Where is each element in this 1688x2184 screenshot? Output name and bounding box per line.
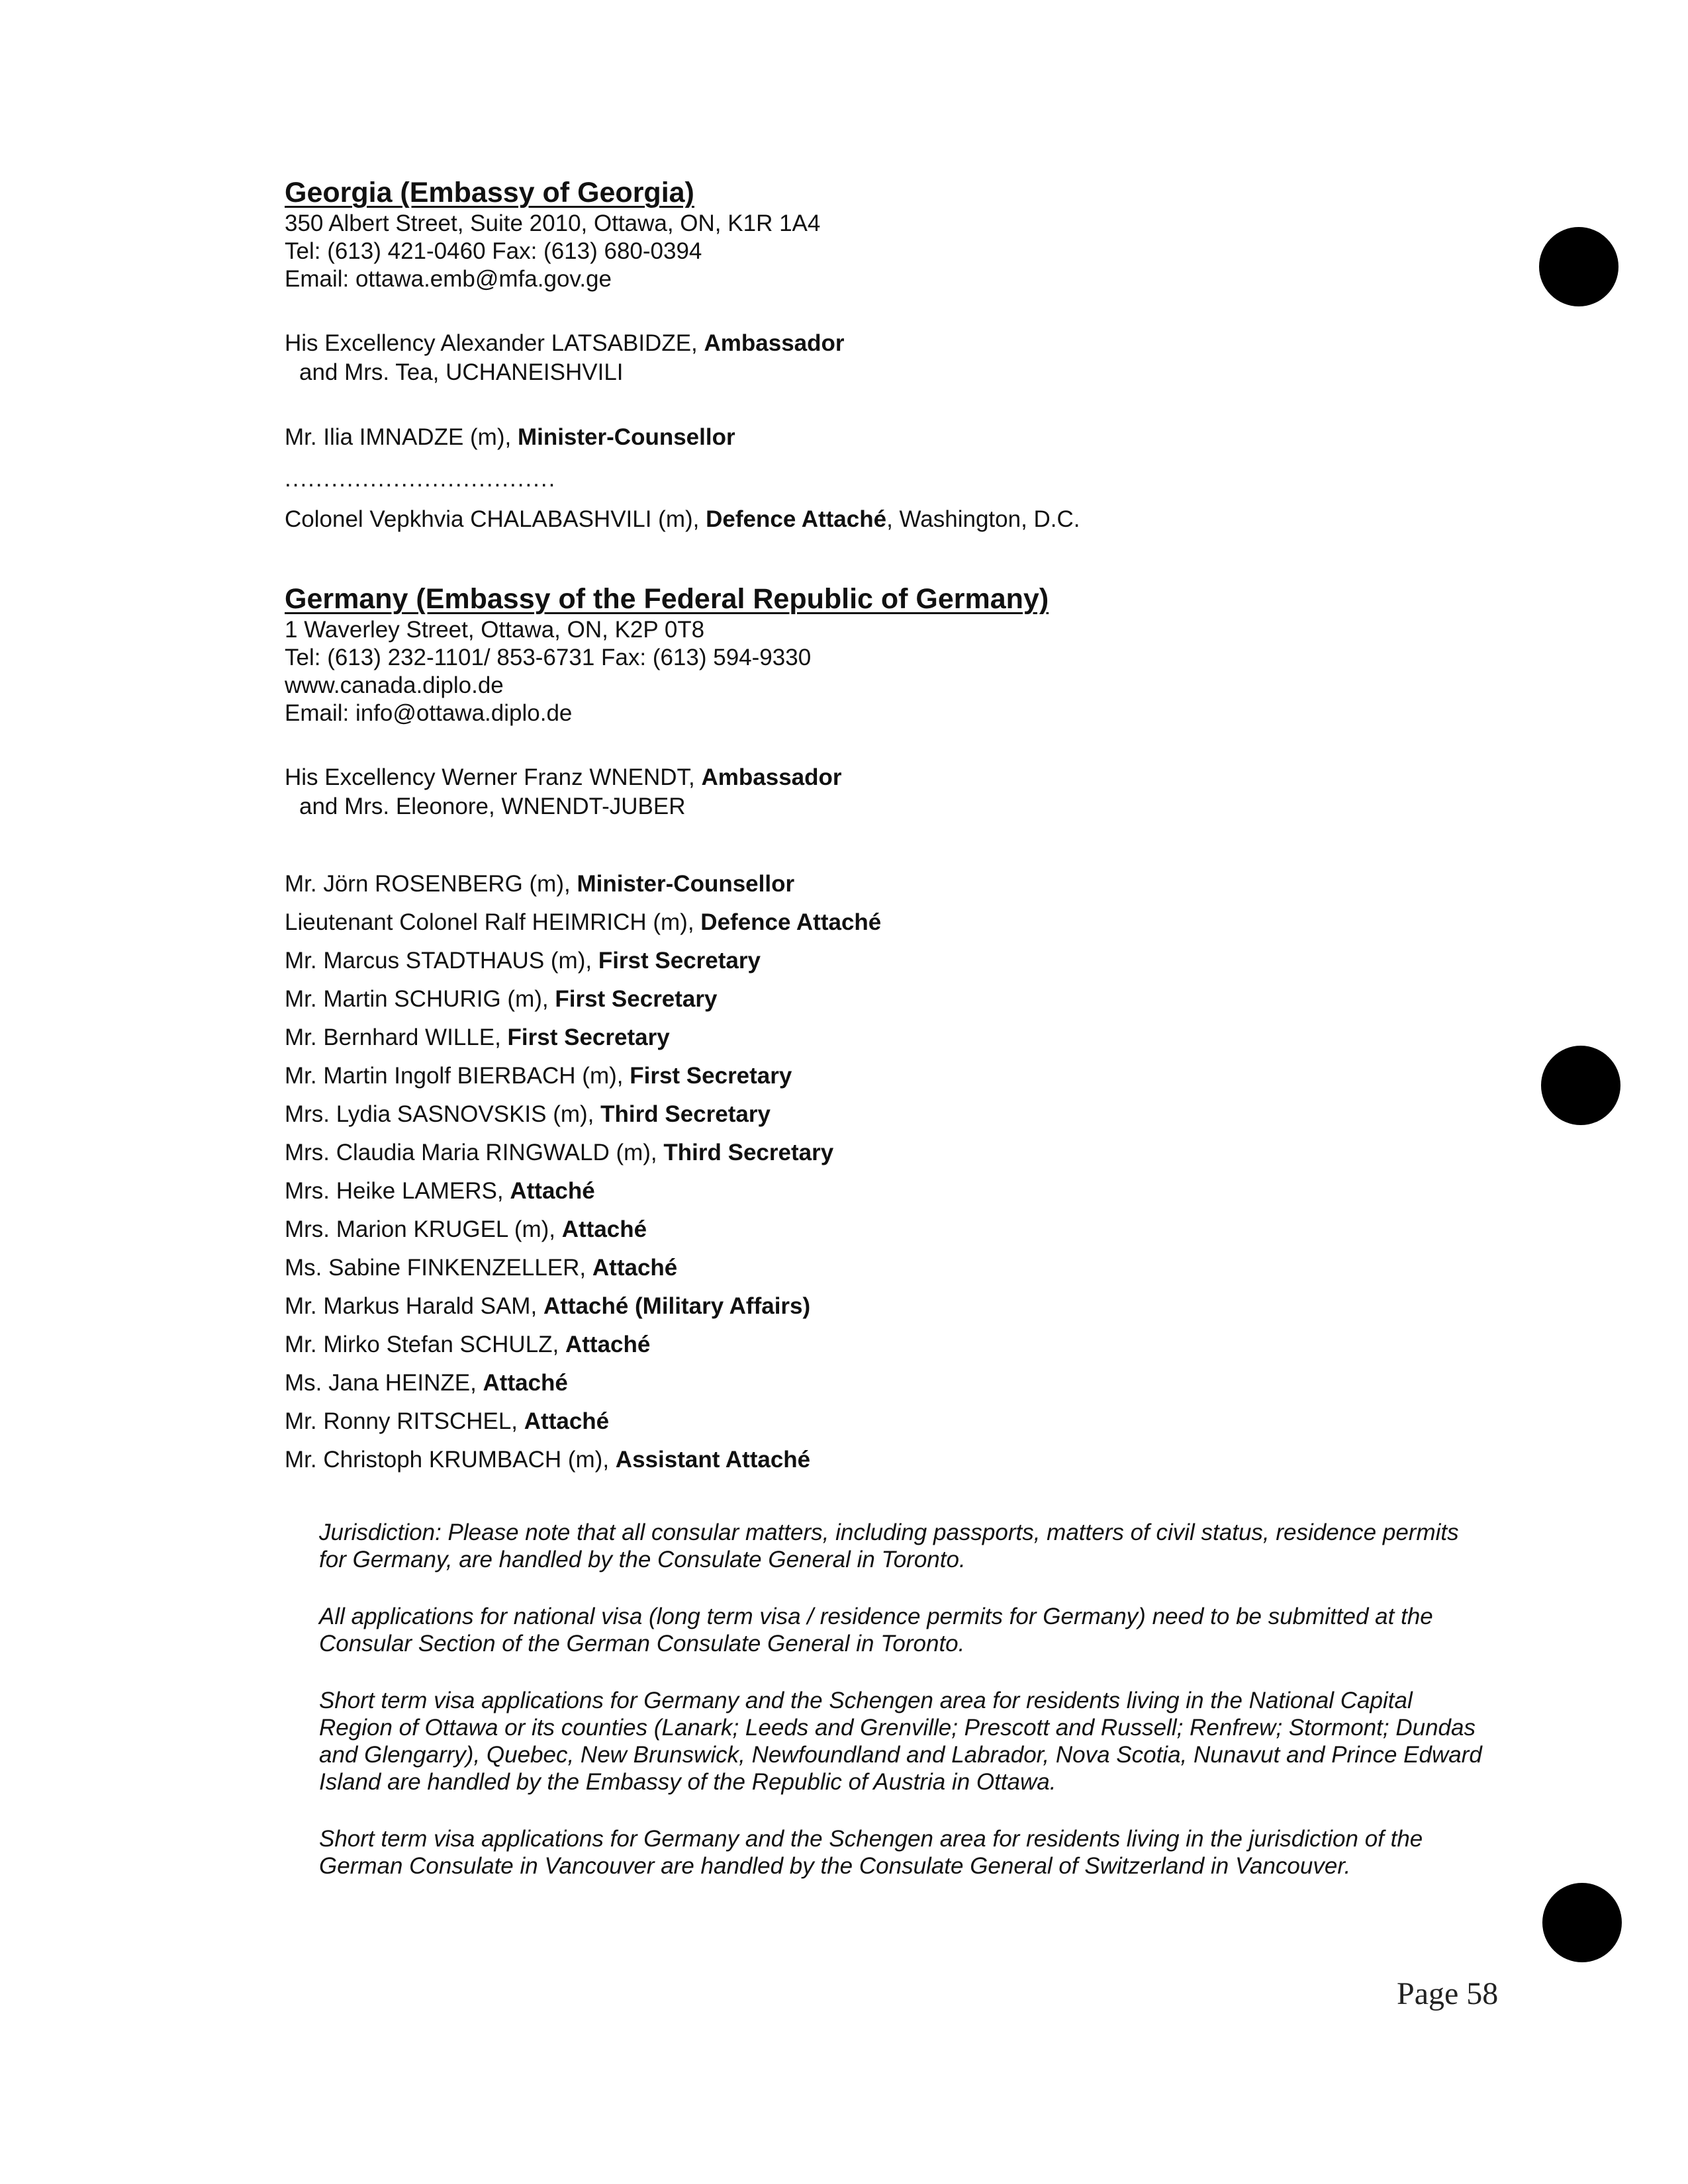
staff-name: Mr. Jörn ROSENBERG (m),: [285, 871, 571, 897]
staff-title: Assistant Attaché: [615, 1447, 811, 1473]
list-item: [285, 1134, 1529, 1172]
georgia-ambassador-spouse-name: and Mrs. Tea, UCHANEISHVILI: [299, 359, 624, 385]
georgia-phone: Tel: (613) 421-0460 Fax: (613) 680-0394: [285, 238, 702, 264]
staff-name: Mr. Ronny RITSCHEL,: [285, 1408, 518, 1434]
staff-name: Mr. Bernhard WILLE,: [285, 1024, 501, 1050]
punch-hole: [1541, 1046, 1620, 1125]
staff-name: Mrs. Heike LAMERS,: [285, 1178, 504, 1204]
jurisdiction-notes: [319, 1519, 1484, 1909]
staff-title: First Secretary: [598, 948, 761, 974]
staff-title: First Secretary: [507, 1024, 670, 1050]
staff-name: Lieutenant Colonel Ralf HEIMRICH (m),: [285, 909, 694, 935]
staff-name: Mrs. Claudia Maria RINGWALD (m),: [285, 1140, 657, 1165]
georgia-ambassador-name: His Excellency Alexander LATSABIDZE,: [285, 330, 698, 356]
separator-dots: ...................................: [285, 466, 557, 492]
note-jurisdiction: Jurisdiction: Please note that all consular matters, including passports, matters of civil status, residence permits for Germany, are handled by the Consulate General in Toronto.: [319, 1520, 1459, 1572]
list-item: [285, 980, 1529, 1019]
staff-title: Attaché: [565, 1332, 651, 1357]
list-item: [285, 1364, 1529, 1402]
list-item: [285, 1172, 1529, 1210]
list-item: [285, 865, 1529, 903]
staff-title: Attaché: [592, 1255, 678, 1281]
staff-name: Mr. Markus Harald SAM,: [285, 1293, 538, 1319]
list-item: [285, 1441, 1529, 1479]
page-number: Page 58: [1397, 1976, 1499, 2011]
punch-hole: [1542, 1883, 1622, 1962]
staff-name: Mr. Christoph KRUMBACH (m),: [285, 1447, 610, 1473]
list-item: [285, 1249, 1529, 1287]
georgia-ambassador: [285, 329, 1529, 358]
staff-title: Attaché (Military Affairs): [543, 1293, 811, 1319]
germany-address: 1 Waverley Street, Ottawa, ON, K2P 0T8: [285, 617, 705, 643]
staff-name: Ms. Sabine FINKENZELLER,: [285, 1255, 586, 1281]
staff-name: Mr. Martin Ingolf BIERBACH (m),: [285, 1063, 624, 1089]
germany-section: [285, 582, 1529, 1479]
georgia-heading: Georgia (Embassy of Georgia): [285, 177, 694, 208]
georgia-address: 350 Albert Street, Suite 2010, Ottawa, ON, K1R 1A4: [285, 210, 821, 236]
germany-ambassador-spouse-name: and Mrs. Eleonore, WNENDT-JUBER: [299, 794, 686, 819]
staff-name: Mr. Marcus STADTHAUS (m),: [285, 948, 592, 974]
staff-title: Attaché: [510, 1178, 595, 1204]
list-item: [285, 1210, 1529, 1249]
note-schengen-vancouver: Short term visa applications for Germany and the Schengen area for residents living in the jurisdiction of the German Consulate in Vancouver are handled by the Consulate General of Switzerland in Vancouver.: [319, 1826, 1423, 1879]
georgia-minister-title: Minister-Counsellor: [517, 424, 735, 450]
georgia-ambassador-spouse: [285, 358, 1529, 387]
germany-email: Email: info@ottawa.diplo.de: [285, 700, 573, 726]
staff-title: First Secretary: [630, 1063, 792, 1089]
germany-ambassador-spouse: [285, 792, 1529, 821]
germany-ambassador-title: Ambassador: [701, 764, 842, 790]
list-item: [285, 1287, 1529, 1326]
list-item: [285, 1095, 1529, 1134]
punch-hole: [1539, 227, 1618, 306]
georgia-attache-location: , Washington, D.C.: [886, 506, 1080, 532]
germany-website: www.canada.diplo.de: [285, 672, 504, 698]
note-schengen-ottawa: Short term visa applications for Germany and the Schengen area for residents living in the National Capital Region of Ottawa or its counties (Lanark; Leeds and Grenville; Prescott and Russell; Renfrew; Stormont; Dundas and Glengarry), Quebec, New Brunswick, Newfoundland and Labrador, Nova Scotia, Nunavut and Prince Edward Island are handled by the Embassy of the Republic of Austria in Ottawa.: [319, 1688, 1482, 1795]
staff-name: Mrs. Lydia SASNOVSKIS (m),: [285, 1101, 594, 1127]
staff-title: First Secretary: [555, 986, 718, 1012]
staff-title: Attaché: [561, 1216, 647, 1242]
note-national-visa: All applications for national visa (long term visa / residence permits for Germany) need to be submitted at the Consular Section of the German Consulate General in Toronto.: [319, 1604, 1433, 1657]
staff-title: Attaché: [483, 1370, 568, 1396]
embassy-listing: [285, 175, 1529, 1479]
list-item: [285, 903, 1529, 942]
georgia-minister-name: Mr. Ilia IMNADZE (m),: [285, 424, 512, 450]
staff-name: Mr. Mirko Stefan SCHULZ,: [285, 1332, 559, 1357]
georgia-minister: [285, 423, 1529, 452]
staff-title: Third Secretary: [600, 1101, 771, 1127]
list-item: [285, 1019, 1529, 1057]
list-item: [285, 1326, 1529, 1364]
georgia-defence-attache: [285, 505, 1529, 534]
staff-title: Defence Attaché: [700, 909, 882, 935]
staff-title: Minister-Counsellor: [577, 871, 795, 897]
georgia-attache-title: Defence Attaché: [706, 506, 887, 532]
germany-heading: Germany (Embassy of the Federal Republic of Germany): [285, 583, 1049, 615]
staff-title: Attaché: [524, 1408, 610, 1434]
list-item: [285, 1402, 1529, 1441]
germany-phone: Tel: (613) 232-1101/ 853-6731 Fax: (613) 594-9330: [285, 645, 812, 670]
germany-staff-list: [285, 865, 1529, 1479]
staff-name: Ms. Jana HEINZE,: [285, 1370, 477, 1396]
germany-ambassador: [285, 763, 1529, 792]
staff-title: Third Secretary: [663, 1140, 834, 1165]
georgia-email: Email: ottawa.emb@mfa.gov.ge: [285, 266, 612, 292]
list-item: [285, 942, 1529, 980]
georgia-ambassador-title: Ambassador: [704, 330, 845, 356]
list-item: [285, 1057, 1529, 1095]
staff-name: Mrs. Marion KRUGEL (m),: [285, 1216, 556, 1242]
staff-name: Mr. Martin SCHURIG (m),: [285, 986, 549, 1012]
germany-ambassador-name: His Excellency Werner Franz WNENDT,: [285, 764, 695, 790]
georgia-section: [285, 175, 1529, 534]
georgia-attache-name: Colonel Vepkhvia CHALABASHVILI (m),: [285, 506, 700, 532]
